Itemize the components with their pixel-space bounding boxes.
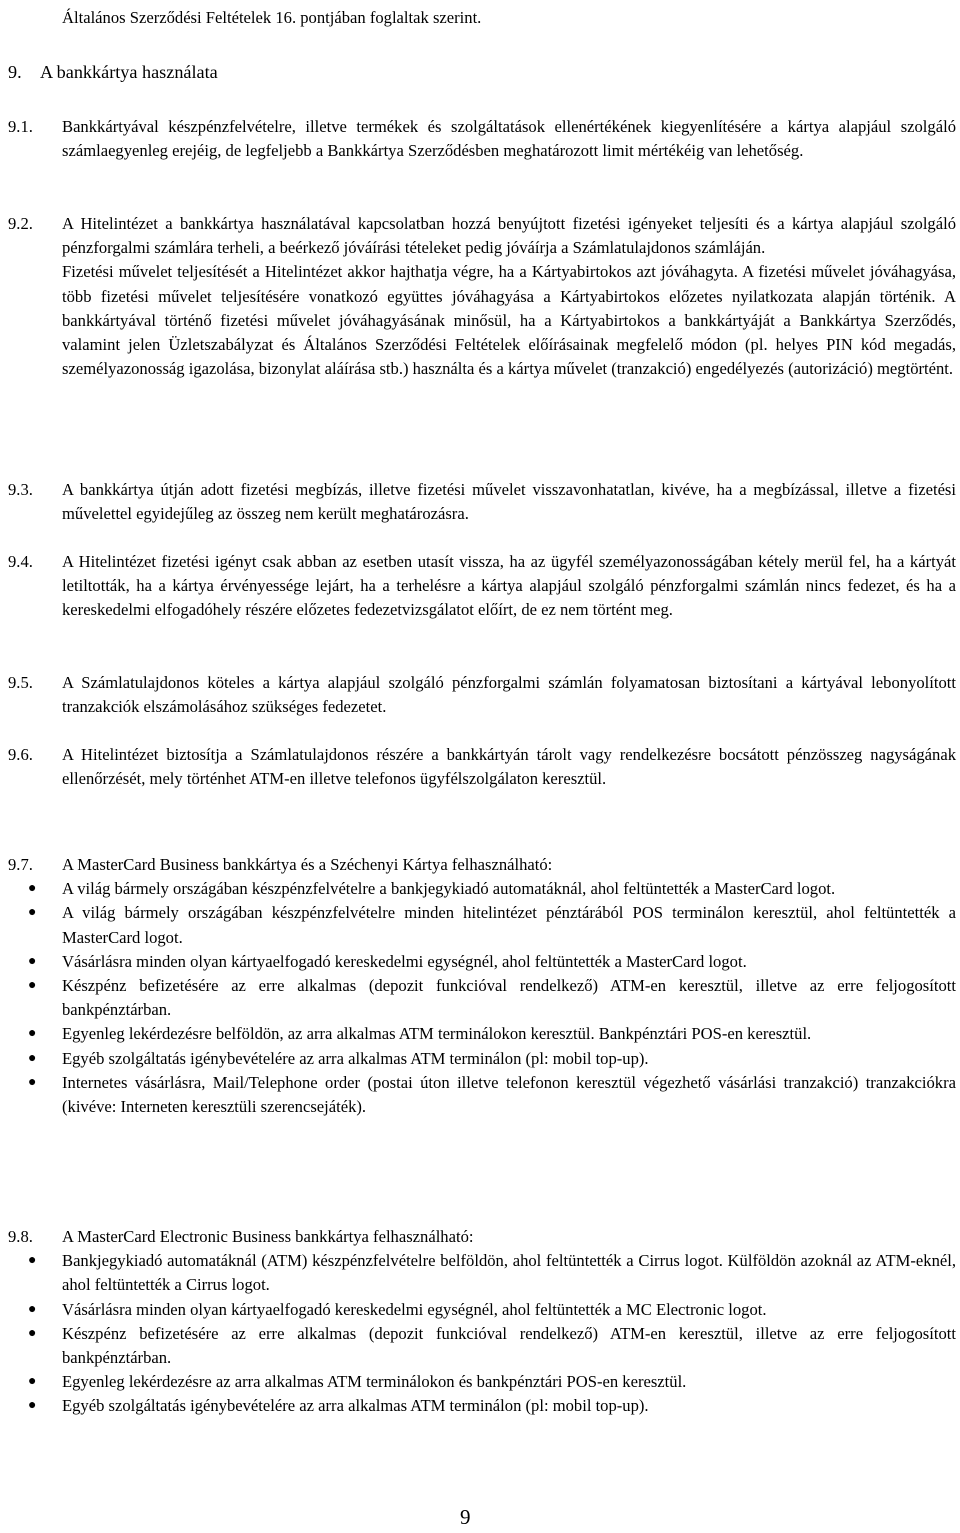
bullet-icon: ● — [28, 905, 37, 921]
bullet-icon: ● — [28, 1301, 37, 1317]
list-item — [28, 950, 956, 974]
list-item — [28, 1047, 956, 1071]
list-item-text: A világ bármely országában készpénzfelvételre a bankjegykiadó automatáknál, ahol feltüntették a MasterCard logot. — [62, 879, 836, 899]
list-item-text: Vásárlásra minden olyan kártyaelfogadó kereskedelmi egységnél, ahol feltüntették a MC Electronic logot. — [62, 1299, 767, 1319]
item-number: 9.2. — [8, 214, 33, 233]
list-item-text: Egyenleg lekérdezésre belföldön, az arra alkalmas ATM terminálokon keresztül. Bankpénztári POS-en keresztül. — [62, 1024, 812, 1044]
list-item-text: Bankjegykiadó automatáknál (ATM) készpénzfelvételre belföldön, ahol feltüntették a Cirrus logot. Külföldön azoknál az ATM-eknél, ahol feltüntették a Cirrus logot. — [62, 1251, 956, 1295]
section-heading — [8, 59, 218, 85]
item-9-4 — [8, 550, 956, 623]
bullet-icon: ● — [28, 1253, 37, 1269]
item-number: 9.6. — [8, 745, 33, 764]
list-item — [28, 1071, 956, 1119]
item-number: 9.4. — [8, 552, 33, 571]
bullet-icon: ● — [28, 881, 37, 897]
list-item-text: Készpénz befizetésére az erre alkalmas (depozit funkcióval rendelkező) ATM-en keresztül, illetve az erre feljogosított bankpénztárban. — [62, 976, 956, 1020]
list-item — [28, 1322, 956, 1370]
item-paragraph: A bankkártya útján adott fizetési megbízás, illetve fizetési művelet visszavonhatatlan, kivéve, ha a megbízással, illetve a fizetési művelettel egyidejűleg az összeg nem került meghatározásra. — [62, 480, 956, 524]
bullet-icon: ● — [28, 1325, 37, 1341]
list-item-text: Egyéb szolgáltatás igénybevételére az arra alkalmas ATM terminálon (pl: mobil top-up). — [62, 1396, 649, 1416]
list-item — [28, 974, 956, 1022]
bullet-list — [8, 877, 956, 1119]
item-9-2 — [8, 212, 956, 381]
list-item — [28, 901, 956, 949]
list-item — [28, 1370, 956, 1394]
item-paragraph: A MasterCard Electronic Business bankkártya felhasználható: — [62, 1227, 474, 1246]
item-number: 9.5. — [8, 673, 33, 692]
item-9-3 — [8, 478, 956, 526]
item-number: 9.7. — [8, 855, 33, 874]
bullet-icon: ● — [28, 1050, 37, 1066]
list-item — [28, 877, 956, 901]
list-item — [28, 1394, 956, 1418]
item-9-5 — [8, 671, 956, 719]
list-item-text: Egyéb szolgáltatás igénybevételére az arra alkalmas ATM terminálon (pl: mobil top-up). — [62, 1048, 649, 1068]
bullet-icon: ● — [28, 1074, 37, 1090]
list-item-text: Készpénz befizetésére az erre alkalmas (depozit funkcióval rendelkező) ATM-en keresztül, illetve az erre feljogosított bankpénztárban. — [62, 1323, 956, 1368]
item-number: 9.1. — [8, 117, 33, 136]
bullet-icon: ● — [28, 953, 37, 969]
item-paragraph: A Hitelintézet biztosítja a Számlatulajdonos részére a bankkártyán tárolt vagy rendelkezésre bocsátott pénzösszeg nagyságának ellenőrzését, mely történhet ATM-en illetve telefonos ügyfélszolgálaton keresztül. — [62, 745, 956, 789]
item-paragraph: Bankkártyával készpénzfelvételre, illetve termékek és szolgáltatások ellenértékének kiegyenlítésére a kártya alapjául szolgáló számlaegyenleg erejéig, de legfeljebb a Bankkártya Szerződésben meghatározott limit mértékéig van lehetőség. — [62, 117, 956, 161]
item-paragraph: A MasterCard Business bankkártya és a Széchenyi Kártya felhasználható: — [62, 855, 553, 874]
bullet-icon: ● — [28, 978, 37, 994]
item-9-6 — [8, 743, 956, 791]
section-number: 9. — [8, 62, 22, 82]
item-paragraph: A Hitelintézet fizetési igényt csak abban az esetben utasít vissza, ha az ügyfél személyazonosságában kétely merül fel, ha a kártyát letiltották, ha a kártya érvényessége lejárt, ha a terhelésre a kártya alapjául szolgáló pénzforgalmi számlán nincs fedezet, és ha a kereskedelmi elfogadóhely részére előzetes fedezetvizsgálatot előírt, de ez nem történt meg. — [62, 552, 956, 620]
page-number: 9 — [460, 1505, 471, 1529]
list-item — [28, 1249, 956, 1297]
list-item — [28, 1022, 956, 1046]
list-item-text: Internetes vásárlásra, Mail/Telephone order (postai úton illetve telefonon keresztül végezhető vásárlási tranzakció) tranzakciókra (kivéve: Interneten keresztüli szerencsejáték). — [62, 1072, 956, 1117]
list-item — [28, 1298, 956, 1322]
bullet-list — [8, 1249, 956, 1418]
list-item-text: A világ bármely országában készpénzfelvételre minden hitelintézet pénztárából POS terminálon keresztül, ahol feltüntették a MasterCard logot. — [62, 903, 956, 947]
bullet-icon: ● — [28, 1398, 37, 1414]
intro-text: Általános Szerződési Feltételek 16. pontjában foglaltak szerint. — [62, 8, 482, 27]
item-9-1 — [8, 115, 956, 163]
item-number: 9.3. — [8, 480, 33, 499]
item-9-8 — [8, 1225, 956, 1419]
bullet-icon: ● — [28, 1374, 37, 1390]
item-paragraph: Fizetési művelet teljesítését a Hitelintézet akkor hajthatja végre, ha a Kártyabirtokos azt jóváhagyta. A fizetési művelet jóváhagyása, több fizetési művelet teljesítésére vonatkozó együttes jóváhagyása a Kártyabirtokos előzetes nyilatkozata alapján történik. A bankkártyával történő fizetési művelet jóváhagyásának minősül, ha a Kártyabirtokos a bankkártyáját a Bankkártya Szerződés, valamint jelen Üzletszabályzat és Általános Szerződési Feltételek előírásainak megfelelő módon (pl. helyes PIN kód megadás, személyazonosság igazolása, bizonylat aláírása stb.) használta és a kártya művelet (tranzakció) engedélyezés (autorizáció) megtörtént. — [62, 262, 956, 379]
list-item-text: Egyenleg lekérdezésre az arra alkalmas ATM terminálokon és bankpénztári POS-en keresztül. — [62, 1372, 687, 1392]
list-item-text: Vásárlásra minden olyan kártyaelfogadó kereskedelmi egységnél, ahol feltüntették a MasterCard logot. — [62, 951, 747, 971]
item-9-7 — [8, 853, 956, 1119]
item-paragraph: A Hitelintézet a bankkártya használatával kapcsolatban hozzá benyújtott fizetési igényeket teljesíti és a kártya alapjául szolgáló pénzforgalmi számlára terheli, a beérkező jóváírási tételeket pedig jóváírja a Számlatulajdonos számláján. — [62, 214, 956, 258]
item-number: 9.8. — [8, 1227, 33, 1246]
bullet-icon: ● — [28, 1026, 37, 1042]
item-paragraph: A Számlatulajdonos köteles a kártya alapjául szolgáló pénzforgalmi számlán folyamatosan biztosítani a kártyával lebonyolított tranzakciók elszámolásához szükséges fedezetet. — [62, 673, 956, 717]
section-title: A bankkártya használata — [40, 62, 218, 82]
